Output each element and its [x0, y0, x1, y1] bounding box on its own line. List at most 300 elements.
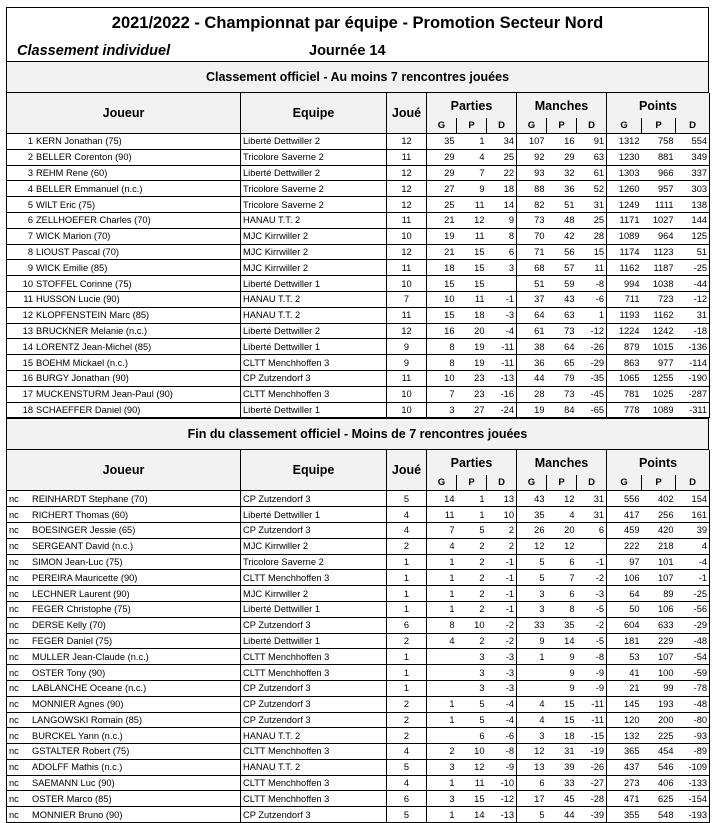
manches-p: 39	[547, 759, 577, 775]
parties-p: 15	[457, 791, 487, 807]
games-played: 11	[387, 307, 427, 323]
table-row	[7, 323, 710, 339]
header-manches-g: G	[517, 118, 547, 134]
header-points-p: P	[642, 475, 676, 491]
team: CP Zutzendorf 3	[241, 680, 387, 696]
player-cell	[7, 665, 241, 681]
games-played: 12	[387, 244, 427, 260]
player-cell	[7, 260, 241, 276]
games-played: 4	[387, 507, 427, 523]
parties-d: -1	[487, 586, 517, 602]
games-played: 12	[387, 134, 427, 150]
document-header	[6, 7, 709, 62]
table-row	[7, 370, 710, 386]
manches-g: 3	[517, 601, 547, 617]
team: Liberté Dettwiller 1	[241, 507, 387, 523]
table-row	[7, 570, 710, 586]
parties-g: 21	[427, 244, 457, 260]
manches-d: 15	[577, 244, 607, 260]
parties-g: 29	[427, 165, 457, 181]
manches-g: 64	[517, 307, 547, 323]
ranking-document	[6, 7, 709, 823]
manches-d: 91	[577, 134, 607, 150]
points-g: 355	[607, 807, 642, 823]
parties-p: 1	[457, 134, 487, 150]
parties-d: -12	[487, 791, 517, 807]
parties-g: 8	[427, 617, 457, 633]
parties-p: 10	[457, 617, 487, 633]
manches-p: 15	[547, 712, 577, 728]
manches-d: -3	[577, 586, 607, 602]
player-name: STOFFEL Corinne (75)	[36, 278, 132, 289]
manches-g: 37	[517, 291, 547, 307]
games-played: 1	[387, 601, 427, 617]
player-name: REINHARDT Stephane (70)	[32, 493, 148, 504]
manches-p: 9	[547, 665, 577, 681]
points-g: 132	[607, 728, 642, 744]
games-played: 12	[387, 165, 427, 181]
table-row	[7, 507, 710, 523]
player-cell	[7, 134, 241, 150]
team: MJC Kirrwiller 2	[241, 586, 387, 602]
rank: nc	[9, 778, 19, 789]
rank: nc	[9, 604, 19, 615]
points-g: 1312	[607, 134, 642, 150]
parties-p: 6	[457, 728, 487, 744]
points-d: 303	[676, 181, 710, 197]
points-p: 454	[642, 744, 676, 760]
table-row	[7, 244, 710, 260]
team: MJC Kirrwiller 2	[241, 244, 387, 260]
points-g: 879	[607, 339, 642, 355]
table-row	[7, 134, 710, 150]
manches-g: 38	[517, 339, 547, 355]
table-row	[7, 665, 710, 681]
player-cell	[7, 586, 241, 602]
manches-d: 31	[577, 491, 607, 507]
manches-g: 51	[517, 276, 547, 292]
player-name: LORENTZ Jean-Michel (85)	[36, 341, 152, 352]
manches-d: -28	[577, 791, 607, 807]
official-section-title: Classement officiel - Au moins 7 rencontres jouées	[6, 62, 709, 93]
parties-g: 1	[427, 554, 457, 570]
manches-g	[517, 665, 547, 681]
parties-d: -4	[487, 712, 517, 728]
points-p: 200	[642, 712, 676, 728]
parties-p: 5	[457, 522, 487, 538]
manches-g: 73	[517, 212, 547, 228]
manches-p: 15	[547, 696, 577, 712]
manches-p: 35	[547, 617, 577, 633]
table-row	[7, 538, 710, 554]
points-p: 548	[642, 807, 676, 823]
games-played: 2	[387, 712, 427, 728]
manches-p: 51	[547, 197, 577, 213]
manches-g: 13	[517, 759, 547, 775]
parties-g: 25	[427, 197, 457, 213]
points-d: 51	[676, 244, 710, 260]
rank: nc	[9, 746, 19, 757]
team: MJC Kirrwiller 2	[241, 228, 387, 244]
points-p: 881	[642, 149, 676, 165]
manches-d: 31	[577, 507, 607, 523]
unofficial-rows	[7, 491, 710, 823]
games-played: 9	[387, 355, 427, 371]
parties-g: 1	[427, 586, 457, 602]
games-played: 9	[387, 339, 427, 355]
player-cell	[7, 649, 241, 665]
points-d: -133	[676, 775, 710, 791]
points-p: 966	[642, 165, 676, 181]
points-d: 337	[676, 165, 710, 181]
header-manches-g: G	[517, 475, 547, 491]
player-cell	[7, 744, 241, 760]
team: CP Zutzendorf 3	[241, 807, 387, 823]
parties-p: 15	[457, 276, 487, 292]
parties-d: -11	[487, 339, 517, 355]
points-g: 21	[607, 680, 642, 696]
parties-p: 15	[457, 260, 487, 276]
player-cell	[7, 507, 241, 523]
points-d: -18	[676, 323, 710, 339]
player-cell	[7, 165, 241, 181]
games-played: 2	[387, 696, 427, 712]
points-p: 1123	[642, 244, 676, 260]
manches-d: 1	[577, 307, 607, 323]
manches-p: 48	[547, 212, 577, 228]
header-parties-d: D	[487, 118, 517, 134]
player-cell	[7, 538, 241, 554]
rank: nc	[9, 683, 19, 694]
points-p: 1187	[642, 260, 676, 276]
player-cell	[7, 601, 241, 617]
header-points: Points	[607, 450, 710, 475]
player-name: SCHAEFFER Daniel (90)	[36, 404, 141, 415]
header-points-d: D	[676, 118, 710, 134]
table-row	[7, 712, 710, 728]
parties-d	[487, 276, 517, 292]
table-row	[7, 680, 710, 696]
rank: nc	[9, 714, 19, 725]
points-d: -154	[676, 791, 710, 807]
parties-g: 35	[427, 134, 457, 150]
header-manches: Manches	[517, 93, 607, 118]
manches-d: -45	[577, 386, 607, 402]
parties-p: 5	[457, 712, 487, 728]
player-name: FEGER Daniel (75)	[32, 635, 113, 646]
manches-d: -5	[577, 601, 607, 617]
points-g: 711	[607, 291, 642, 307]
manches-g: 5	[517, 570, 547, 586]
parties-g: 4	[427, 633, 457, 649]
rank: nc	[9, 620, 19, 631]
games-played: 12	[387, 197, 427, 213]
manches-p: 14	[547, 633, 577, 649]
parties-g: 1	[427, 570, 457, 586]
player-name: SIMON Jean-Luc (75)	[32, 556, 123, 567]
manches-d: 25	[577, 212, 607, 228]
table-row	[7, 355, 710, 371]
manches-d: -2	[577, 617, 607, 633]
points-g: 604	[607, 617, 642, 633]
team: Liberté Dettwiller 1	[241, 601, 387, 617]
points-g: 1260	[607, 181, 642, 197]
games-played: 12	[387, 181, 427, 197]
rank: 14	[22, 341, 33, 352]
points-g: 1193	[607, 307, 642, 323]
manches-p: 63	[547, 307, 577, 323]
points-g: 471	[607, 791, 642, 807]
manches-g: 4	[517, 712, 547, 728]
player-name: LABLANCHE Oceane (n.c.)	[32, 683, 147, 694]
player-cell	[7, 491, 241, 507]
table-row	[7, 491, 710, 507]
parties-p: 27	[457, 402, 487, 418]
games-played: 1	[387, 649, 427, 665]
team: HANAU T.T. 2	[241, 728, 387, 744]
parties-p: 10	[457, 744, 487, 760]
table-row	[7, 386, 710, 402]
points-d: -25	[676, 260, 710, 276]
games-played: 2	[387, 728, 427, 744]
parties-p: 3	[457, 680, 487, 696]
points-g: 1174	[607, 244, 642, 260]
parties-p: 2	[457, 554, 487, 570]
manches-d: -2	[577, 570, 607, 586]
table-row	[7, 276, 710, 292]
table-row	[7, 522, 710, 538]
parties-g: 8	[427, 355, 457, 371]
parties-p: 11	[457, 228, 487, 244]
parties-p: 3	[457, 649, 487, 665]
team: Liberté Dettwiller 2	[241, 323, 387, 339]
parties-d: -3	[487, 307, 517, 323]
points-p: 218	[642, 538, 676, 554]
document-subtitle: Classement individuel	[17, 43, 171, 59]
team: CLTT Menchhoffen 3	[241, 649, 387, 665]
manches-p: 4	[547, 507, 577, 523]
player-cell	[7, 759, 241, 775]
points-p: 420	[642, 522, 676, 538]
team: HANAU T.T. 2	[241, 759, 387, 775]
parties-g: 7	[427, 522, 457, 538]
parties-d: -13	[487, 370, 517, 386]
rank: nc	[9, 793, 19, 804]
table-row	[7, 759, 710, 775]
parties-p: 9	[457, 181, 487, 197]
games-played: 6	[387, 617, 427, 633]
player-cell	[7, 696, 241, 712]
manches-p: 64	[547, 339, 577, 355]
parties-p: 11	[457, 291, 487, 307]
manches-d: -11	[577, 712, 607, 728]
player-name: OSTER Tony (90)	[32, 667, 106, 678]
manches-d	[577, 538, 607, 554]
player-name: LIOUST Pascal (70)	[36, 246, 120, 257]
player-name: BURGY Jonathan (90)	[36, 373, 129, 384]
rank: 11	[23, 294, 33, 305]
header-parties: Parties	[427, 93, 517, 118]
points-p: 546	[642, 759, 676, 775]
table-row	[7, 586, 710, 602]
parties-g: 29	[427, 149, 457, 165]
rank: 5	[27, 199, 33, 210]
points-g: 417	[607, 507, 642, 523]
player-name: WICK Marion (70)	[36, 231, 111, 242]
manches-g: 9	[517, 633, 547, 649]
manches-d: -6	[577, 291, 607, 307]
rank: 6	[27, 215, 33, 226]
manches-p: 57	[547, 260, 577, 276]
player-name: BELLER Corenton (90)	[36, 152, 132, 163]
manches-g: 1	[517, 649, 547, 665]
parties-g	[427, 728, 457, 744]
manches-d: -12	[577, 323, 607, 339]
points-d: -136	[676, 339, 710, 355]
parties-g: 1	[427, 696, 457, 712]
points-g: 994	[607, 276, 642, 292]
manches-g: 3	[517, 728, 547, 744]
parties-p: 2	[457, 538, 487, 554]
manches-d: 61	[577, 165, 607, 181]
header-points-g: G	[607, 118, 642, 134]
points-g: 778	[607, 402, 642, 418]
rank: nc	[9, 541, 19, 552]
player-name: ADOLFF Mathis (n.c.)	[32, 762, 123, 773]
points-d: -78	[676, 680, 710, 696]
header-joue: Joué	[387, 93, 427, 134]
document-title: 2021/2022 - Championnat par équipe - Promotion Secteur Nord	[111, 14, 604, 32]
parties-d: -10	[487, 775, 517, 791]
table-row	[7, 649, 710, 665]
table-row	[7, 402, 710, 418]
manches-g: 107	[517, 134, 547, 150]
team: CLTT Menchhoffen 3	[241, 386, 387, 402]
table-row	[7, 181, 710, 197]
header-manches: Manches	[517, 450, 607, 475]
header-parties: Parties	[427, 450, 517, 475]
points-p: 1162	[642, 307, 676, 323]
manches-p: 9	[547, 649, 577, 665]
manches-d: -65	[577, 402, 607, 418]
points-d: 138	[676, 197, 710, 213]
rank: 13	[22, 325, 33, 336]
header-manches-d: D	[577, 475, 607, 491]
manches-g	[517, 680, 547, 696]
parties-g	[427, 649, 457, 665]
points-d: -48	[676, 633, 710, 649]
header-points-d: D	[676, 475, 710, 491]
points-p: 106	[642, 601, 676, 617]
games-played: 10	[387, 228, 427, 244]
rank: nc	[9, 667, 19, 678]
manches-g: 92	[517, 149, 547, 165]
parties-p: 20	[457, 323, 487, 339]
manches-p: 6	[547, 554, 577, 570]
team: Liberté Dettwiller 1	[241, 339, 387, 355]
player-name: BURCKEL Yann (n.c.)	[32, 730, 123, 741]
points-d: -89	[676, 744, 710, 760]
player-cell	[7, 791, 241, 807]
table-row	[7, 197, 710, 213]
games-played: 12	[387, 323, 427, 339]
manches-g: 82	[517, 197, 547, 213]
table-row	[7, 617, 710, 633]
rank: nc	[9, 809, 19, 820]
team: CP Zutzendorf 3	[241, 370, 387, 386]
manches-g: 17	[517, 791, 547, 807]
table-row	[7, 791, 710, 807]
header-joueur: Joueur	[7, 93, 241, 134]
header-manches-p: P	[547, 118, 577, 134]
manches-g: 71	[517, 244, 547, 260]
points-d: -29	[676, 617, 710, 633]
points-d: -287	[676, 386, 710, 402]
parties-p: 4	[457, 149, 487, 165]
rank: 17	[22, 389, 33, 400]
points-g: 1303	[607, 165, 642, 181]
games-played: 5	[387, 807, 427, 823]
player-cell	[7, 276, 241, 292]
parties-d: -3	[487, 680, 517, 696]
manches-g: 4	[517, 696, 547, 712]
manches-g: 6	[517, 775, 547, 791]
manches-p: 56	[547, 244, 577, 260]
rank: 18	[22, 404, 33, 415]
table-row	[7, 696, 710, 712]
rank: 3	[27, 167, 33, 178]
player-cell	[7, 355, 241, 371]
parties-g: 1	[427, 807, 457, 823]
points-d: 161	[676, 507, 710, 523]
player-cell	[7, 775, 241, 791]
table-row	[7, 728, 710, 744]
games-played: 1	[387, 680, 427, 696]
player-cell	[7, 386, 241, 402]
manches-g: 28	[517, 386, 547, 402]
manches-p: 8	[547, 601, 577, 617]
points-p: 107	[642, 649, 676, 665]
games-played: 4	[387, 775, 427, 791]
player-cell	[7, 554, 241, 570]
points-p: 229	[642, 633, 676, 649]
parties-d: 2	[487, 538, 517, 554]
parties-p: 5	[457, 696, 487, 712]
parties-p: 2	[457, 570, 487, 586]
team: HANAU T.T. 2	[241, 212, 387, 228]
points-d: -193	[676, 807, 710, 823]
parties-p: 19	[457, 355, 487, 371]
manches-g: 68	[517, 260, 547, 276]
player-name: MULLER Jean-Claude (n.c.)	[32, 651, 149, 662]
games-played: 6	[387, 791, 427, 807]
manches-p: 7	[547, 570, 577, 586]
manches-p: 59	[547, 276, 577, 292]
parties-g: 1	[427, 601, 457, 617]
player-cell	[7, 212, 241, 228]
parties-d: -6	[487, 728, 517, 744]
team: Liberté Dettwiller 1	[241, 402, 387, 418]
manches-p: 31	[547, 744, 577, 760]
table-row	[7, 601, 710, 617]
parties-p: 2	[457, 586, 487, 602]
parties-d: -3	[487, 649, 517, 665]
points-g: 97	[607, 554, 642, 570]
player-name: HUSSON Lucie (90)	[36, 294, 120, 305]
parties-d: -8	[487, 744, 517, 760]
parties-d: -3	[487, 665, 517, 681]
points-d: -54	[676, 649, 710, 665]
